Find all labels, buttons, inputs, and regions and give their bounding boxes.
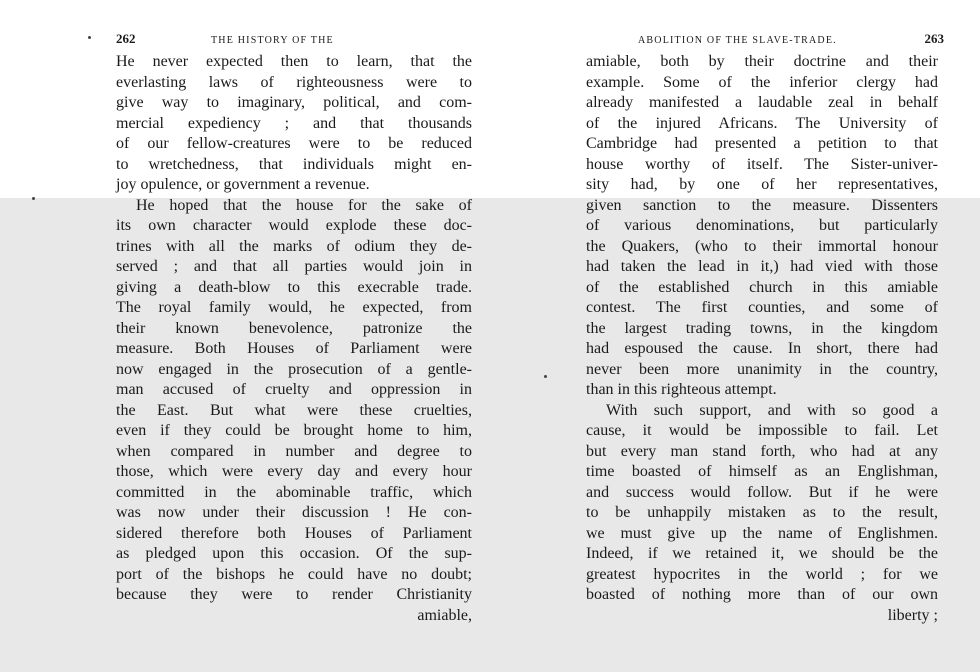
text-line: those, which were every day and every hour — [116, 463, 472, 480]
text-line: time boasted of himself as an Englishman, — [586, 463, 938, 480]
text-line: sity had, by one of her representatives, — [586, 176, 938, 193]
text-line: as pledged upon this occasion. Of the sup- — [116, 545, 472, 562]
left-page — [116, 30, 472, 626]
text-line: now engaged in the prosecution of a gentle- — [116, 360, 472, 378]
text-line: their known benevolence, patronize the — [116, 319, 472, 337]
text-line: to be unhappily mistaken as to the result, — [586, 504, 938, 521]
text-line: He hoped that the house for the sake of — [136, 196, 472, 214]
text-line: Cambridge had presented a petition to that — [586, 135, 938, 152]
text-line: the largest trading towns, in the kingdom — [586, 319, 938, 337]
text-line: never been more unanimity in the country, — [586, 360, 938, 378]
text-line: had taken the lead in it,) had vied with those — [586, 258, 938, 275]
text-line: was now under their discussion ! He con- — [116, 504, 472, 521]
text-line: cause, it would be impossible to fail. Let — [586, 422, 938, 439]
text-line: even if they could be brought home to him, — [116, 422, 472, 439]
text-line: and success would follow. But if he were — [586, 483, 938, 501]
text-line: give way to imaginary, political, and com- — [116, 94, 472, 111]
text-line: its own character would explode these doc- — [116, 217, 472, 234]
text-line: sidered therefore both Houses of Parliament — [116, 524, 472, 542]
text-line: Indeed, if we retained it, we should be the — [586, 545, 938, 562]
text-line: boasted of nothing more than of our own — [586, 586, 938, 603]
text-line: served ; and that all parties would join in — [116, 258, 472, 275]
text-line: already manifested a laudable zeal in behalf — [586, 94, 938, 111]
text-line: mercial expediency ; and that thousands — [116, 114, 472, 132]
text-line: than in this righteous attempt. — [586, 381, 777, 398]
running-head-right: ABOLITION OF THE SLAVE-TRADE. — [638, 35, 837, 46]
right-page — [586, 30, 944, 626]
text-line: contest. The first counties, and some of — [586, 299, 938, 316]
text-line: given sanction to the measure. Dissenters — [586, 196, 938, 214]
text-line: The royal family would, he expected, from — [116, 299, 472, 316]
text-line: giving a death-blow to this execrable trade. — [116, 278, 472, 296]
scan-speck — [32, 197, 35, 200]
text-line: example. Some of the inferior clergy had — [586, 73, 938, 91]
text-line: when compared in number and degree to — [116, 442, 472, 460]
text-line: greatest hypocrites in the world ; for we — [586, 565, 938, 583]
catchword-right: liberty ; — [887, 606, 938, 624]
page-number-right: 263 — [924, 31, 944, 46]
text-line: man accused of cruelty and oppression in — [116, 381, 472, 398]
text-line: because they were to render Christianity — [116, 586, 472, 603]
text-line: but every man stand forth, who had at any — [586, 442, 938, 460]
text-line: the Quakers, (who to their immortal honour — [586, 237, 938, 255]
page-number-left: 262 — [116, 31, 136, 46]
text-line: He never expected then to learn, that the — [116, 53, 472, 70]
text-line: measure. Both Houses of Parliament were — [116, 340, 472, 357]
scan-speck — [544, 375, 547, 378]
text-line: everlasting laws of righteousness were to — [116, 73, 472, 91]
right-page-header — [586, 30, 944, 52]
catchword-left: amiable, — [417, 606, 472, 624]
text-line: to wretchedness, that individuals might en- — [116, 155, 472, 173]
text-line: port of the bishops he could have no doubt; — [116, 565, 472, 583]
text-line: amiable, both by their doctrine and their — [586, 53, 938, 70]
scan-speck — [88, 36, 91, 39]
text-line: trines with all the marks of odium they de- — [116, 237, 472, 255]
text-line: of the established church in this amiable — [586, 278, 938, 296]
text-line: committed in the abominable traffic, which — [116, 483, 472, 501]
text-line: had espoused the cause. In short, there had — [586, 340, 938, 357]
text-line: joy opulence, or government a revenue. — [116, 176, 370, 193]
text-line: With such support, and with so good a — [606, 401, 938, 419]
text-line: of our fellow-creatures were to be reduced — [116, 135, 472, 152]
right-page-body — [586, 52, 938, 626]
text-line: the East. But what were these cruelties, — [116, 401, 472, 419]
text-line: of various denominations, but particularly — [586, 217, 938, 234]
running-head-left: THE HISTORY OF THE — [211, 35, 334, 46]
text-line: house worthy of itself. The Sister-univer- — [586, 155, 938, 173]
text-line: we must give up the name of Englishmen. — [586, 524, 938, 542]
left-page-header — [116, 30, 472, 52]
text-line: of the injured Africans. The University of — [586, 114, 938, 132]
left-page-body — [116, 52, 472, 626]
